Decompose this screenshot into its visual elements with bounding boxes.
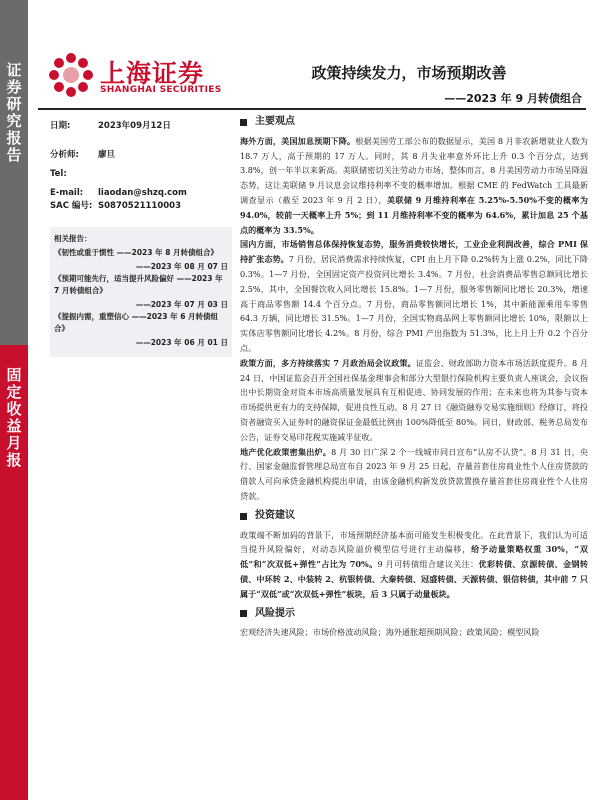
- sidebar-bottom-band: [0, 345, 28, 800]
- sidebar: [0, 0, 28, 800]
- sidebar-label-research-report: 证券研究报告: [6, 61, 22, 164]
- info-label: 日期:: [50, 121, 71, 131]
- report-subtitle: ——2023 年 9 月转债组合: [444, 92, 582, 105]
- related-reports: [50, 227, 232, 357]
- info-label: SAC 编号:: [50, 201, 93, 211]
- related-report-date: ——2023 年 08 月 07 日: [135, 262, 228, 271]
- info-row-analyst: [50, 149, 232, 162]
- main-content: [240, 110, 588, 640]
- related-reports-heading: 相关报告：: [54, 234, 92, 243]
- info-row-tel: [50, 168, 232, 181]
- sidebar-top-band: [0, 0, 28, 345]
- paragraph-real-estate: 地产优化政策密集出炉。8 月 30 日广深 2 个一线城市同日宣布“认房不认贷”。8 月 31 日，央行、国家金融监督管理总局宣布自 2023 年 9 月 25 日起，存量首套住房商业性个人住房贷款的借款人可向承贷金融机构提出申请，由该金融机构新发放贷款置换存量首套住房商业性个人住房贷款。: [240, 446, 588, 501]
- info-value: 2023年09月12日: [98, 121, 171, 131]
- related-report-link[interactable]: 《预期可能先行，适当提升风险偏好 ——2023 年 7 月转债组合》: [54, 274, 223, 295]
- paragraph-investment: 政策端不断加码的背景下，市场预期经济基本面可能发生积极变化。在此背景下，我们认为可适当提升风险偏好，对动态风险溢价模型信号进行主动偏移，给予动量策略权重 30%，“双低”和“次双低+弹性”占比为 70%。9 月可转债组合建议关注：优彩转债、京源转债、金钢转债、中环转 2、中装转 2、杭银转债、大秦转债、冠盛转债、天源转债、银信转债，其中前 7 只属于“双低”或“次双低+弹性”板块，后 3 只属于动量板块。: [240, 529, 588, 599]
- brand-logo: [48, 52, 238, 102]
- section-heading-key-points: 主要观点: [240, 115, 588, 130]
- related-report-date: ——2023 年 07 月 03 日: [135, 300, 228, 309]
- paragraph-overseas: 海外方面，美国加息预期下降。根据美国劳工部公布的数据显示，美国 8 月非农新增就业人数为 18.7 万人，高于预期的 17 万人。同时，其 8 月失业率意外环比上升 0.3 个百分点，达到 3.8%，创一年半以来新高。美联储密切关注劳动力市场，整体而言，8 月美国劳动力市场呈降温态势，这让美联储 9 月议息会议维持利率不变的概率增加。根据 CME 的 FedWatch 工具最新调查显示（截至 2023 年 9 月 2 日），美联储 9 月维持利率在 5.25%-5.50%不变的概率为 94.0%，较前一天概率上升 5%；到 11 月维持利率不变的概率为 64.6%，累计加息 25 个基点的概率为 33.5%。: [240, 135, 588, 235]
- related-report-link[interactable]: 《韧性或重于惯性 ——2023 年 8 月转债组合》: [54, 248, 219, 257]
- brand-name-cn: 上海证券: [100, 59, 205, 88]
- info-row-sac: [50, 200, 232, 213]
- brand-mark-icon: [48, 52, 94, 98]
- info-label: E-mail:: [50, 188, 84, 198]
- paragraph-domestic: 国内方面，市场销售总体保持恢复态势，服务消费较快增长，工业企业利润改善，综合 PMI 保持扩张态势。7 月份，居民消费需求持续恢复，CPI 由上月下降 0.2%转为上涨 0.2%，同比下降 0.3%。1—7 月份，全国固定资产投资同比增长 3.4%。7 月份，社会消费品零售总额同比增长 2.5%，其中，全国餐饮收入同比增长 15.8%。1—7 月份，服务零售额同比增长 20.3%，增速高于商品零售额 14.4 个百分点。7 月份，商品零售额同比增长 1%，其中新能源乘用车零售 64.3 万辆，同比增长 31.5%。1—7 月份，全国实物商品网上零售额同比增长 10%，限额以上实体店零售额同比增长 4.2%。8 月份，综合 PMI 产出指数为 51.3%，比上月上升 0.2 个百分点。: [240, 239, 588, 353]
- brand-name-en: SHANGHAI SECURITIES: [100, 85, 222, 95]
- section-heading-investment: 投资建议: [240, 509, 588, 524]
- info-value[interactable]: liaodan@shzq.com: [98, 188, 187, 198]
- section-bullet-icon: [240, 513, 247, 520]
- info-label: Tel:: [50, 169, 67, 179]
- related-report-link[interactable]: 《提振内需，重塑信心 ——2023 年 6 月转债组合》: [54, 312, 219, 333]
- section-heading-risk: 风险提示: [240, 607, 588, 622]
- info-value: S0870521110003: [98, 201, 182, 211]
- sidebar-label-fixed-income: 固定收益月报: [6, 366, 22, 469]
- paragraph-policy: 政策方面，多方持续落实 7 月政治局会议政策。证监会、财政部助力资本市场活跃度提升。8 月 24 日，中国证监会召开全国社保基金理事会和部分大型银行保险机构主要负责人座谈会，会议指出中长期资金对资本市场高质量发展具有互相促进、协同发展的作用；在未来也将为其参与资本市场提供更有力的支持保障，促进良性互动。8 月 27 日《融资融券交易实施细则》经修订，将投资者融资买入证券时的融资保证金最低比例由 100%降低至 80%。同日，财政部、税务总局发布公告，证券交易印花税实施减半征收。: [240, 357, 588, 442]
- info-panel: [50, 120, 232, 357]
- info-label: 分析师:: [50, 150, 79, 160]
- section-bullet-icon: [240, 610, 247, 617]
- related-report-date: ——2023 年 06 月 01 日: [135, 338, 228, 347]
- report-title: 政策持续发力，市场预期改善: [311, 64, 507, 82]
- section-bullet-icon: [240, 119, 247, 126]
- info-value: 廖旦: [98, 150, 116, 160]
- info-row-date: [50, 120, 232, 133]
- paragraph-risk: 宏观经济失速风险；市场价格波动风险；海外通胀超预期风险；政策风险；模型风险: [240, 627, 540, 638]
- info-row-email: [50, 187, 232, 200]
